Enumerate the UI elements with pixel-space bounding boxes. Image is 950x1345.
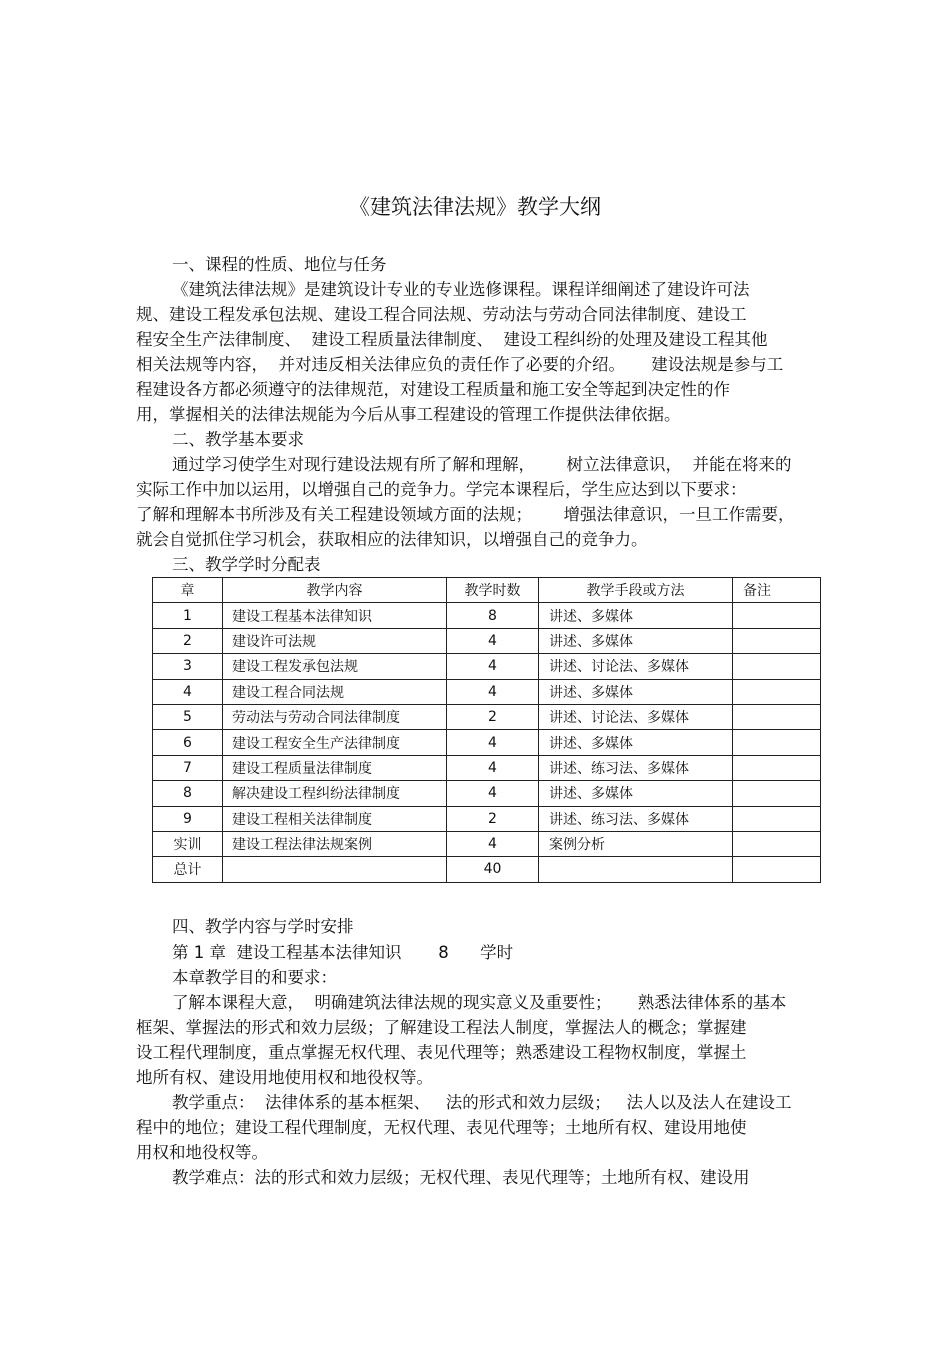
section1-line: 程建设各方都必须遵守的法律规范，对建设工程质量和施工安全等起到决定性的作 bbox=[136, 380, 730, 399]
table-cell bbox=[733, 628, 821, 653]
keypoints-line: 用权和地役权等。 bbox=[136, 1143, 268, 1162]
table-cell: 实训 bbox=[153, 831, 223, 856]
table-cell: 40 bbox=[447, 857, 539, 882]
table-cell: 4 bbox=[447, 730, 539, 755]
objective-line: 设工程代理制度，重点掌握无权代理、表见代理等；熟悉建设工程物权制度，掌握土 bbox=[136, 1043, 747, 1062]
table-row bbox=[153, 730, 821, 755]
section2-line: 通过学习使学生对现行建设法规有所了解和理解， 树立法律意识， 并能在将来的 bbox=[172, 455, 792, 474]
column-header: 备注 bbox=[733, 578, 821, 603]
table-cell: 建设工程基本法律知识 bbox=[223, 603, 447, 628]
table-cell: 建设工程合同法规 bbox=[223, 679, 447, 704]
table-cell: 9 bbox=[153, 806, 223, 831]
table-cell: 讲述、练习法、多媒体 bbox=[539, 755, 733, 780]
table-cell: 建设工程质量法律制度 bbox=[223, 755, 447, 780]
hours-allocation-table bbox=[152, 577, 821, 883]
section1-heading: 一、课程的性质、地位与任务 bbox=[172, 255, 387, 274]
section3-heading: 三、教学学时分配表 bbox=[172, 555, 321, 574]
table-cell: 建设许可法规 bbox=[223, 628, 447, 653]
table-row bbox=[153, 755, 821, 780]
objective-line: 框架、掌握法的形式和效力层级；了解建设工程法人制度，掌握法人的概念；掌握建 bbox=[136, 1018, 747, 1037]
table-cell: 讲述、练习法、多媒体 bbox=[539, 806, 733, 831]
section2-heading: 二、教学基本要求 bbox=[172, 430, 304, 449]
section2-line: 就会自觉抓住学习机会，获取相应的法律知识，以增强自己的竞争力。 bbox=[136, 530, 648, 549]
section1-line: 相关法规等内容， 并对违反相关法律应负的责任作了必要的介绍。 建设法规是参与工 bbox=[136, 355, 784, 374]
table-cell: 1 bbox=[153, 603, 223, 628]
table-cell: 4 bbox=[447, 679, 539, 704]
table-cell: 讲述、讨论法、多媒体 bbox=[539, 654, 733, 679]
objective-line: 地所有权、建设用地使用权和地役权等。 bbox=[136, 1068, 433, 1087]
table-row-total bbox=[153, 857, 821, 882]
section4-heading: 四、教学内容与学时安排 bbox=[172, 917, 354, 936]
table-cell: 讲述、多媒体 bbox=[539, 628, 733, 653]
column-header: 章 bbox=[153, 578, 223, 603]
table-cell: 7 bbox=[153, 755, 223, 780]
table-row bbox=[153, 806, 821, 831]
table-cell bbox=[733, 730, 821, 755]
table-cell: 总计 bbox=[153, 857, 223, 882]
table-cell: 解决建设工程纠纷法律制度 bbox=[223, 781, 447, 806]
section1-line: 规、建设工程发承包法规、建设工程合同法规、劳动法与劳动合同法律制度、建设工 bbox=[136, 305, 747, 324]
table-cell bbox=[733, 806, 821, 831]
table-cell: 6 bbox=[153, 730, 223, 755]
table-cell: 4 bbox=[447, 755, 539, 780]
table-row bbox=[153, 704, 821, 729]
chapter1-heading: 第 1 章 建设工程基本法律知识 8 学时 bbox=[172, 943, 514, 962]
table-cell: 4 bbox=[447, 831, 539, 856]
table-cell: 建设工程法律法规案例 bbox=[223, 831, 447, 856]
table-cell: 建设工程相关法律制度 bbox=[223, 806, 447, 831]
table-cell: 3 bbox=[153, 654, 223, 679]
section1-line: 程安全生产法律制度、 建设工程质量法律制度、 建设工程纠纷的处理及建设工程其他 bbox=[136, 330, 768, 349]
table-cell bbox=[733, 654, 821, 679]
column-header: 教学时数 bbox=[447, 578, 539, 603]
table-cell: 讲述、多媒体 bbox=[539, 730, 733, 755]
table-cell: 2 bbox=[447, 704, 539, 729]
table-cell bbox=[223, 857, 447, 882]
table-cell bbox=[733, 755, 821, 780]
table-cell: 4 bbox=[447, 628, 539, 653]
table-cell bbox=[733, 704, 821, 729]
document-title: 《建筑法律法规》教学大纲 bbox=[349, 195, 601, 219]
table-row bbox=[153, 781, 821, 806]
table-cell: 4 bbox=[153, 679, 223, 704]
table-row bbox=[153, 603, 821, 628]
objective-line: 了解本课程大意， 明确建筑法律法规的现实意义及重要性； 熟悉法律体系的基本 bbox=[172, 993, 787, 1012]
table-row bbox=[153, 654, 821, 679]
table-cell: 8 bbox=[153, 781, 223, 806]
table-row bbox=[153, 831, 821, 856]
column-header: 教学手段或方法 bbox=[539, 578, 733, 603]
table-cell bbox=[733, 603, 821, 628]
table-cell: 案例分析 bbox=[539, 831, 733, 856]
difficulty-line: 教学难点：法的形式和效力层级；无权代理、表见代理等；土地所有权、建设用 bbox=[172, 1168, 750, 1187]
table-cell: 2 bbox=[153, 628, 223, 653]
table-cell: 4 bbox=[447, 654, 539, 679]
objective-heading: 本章教学目的和要求： bbox=[172, 968, 337, 987]
table-cell: 2 bbox=[447, 806, 539, 831]
section2-line: 实际工作中加以运用，以增强自己的竞争力。学完本课程后，学生应达到以下要求： bbox=[136, 480, 747, 499]
table-cell bbox=[733, 781, 821, 806]
table-cell bbox=[539, 857, 733, 882]
table-cell: 讲述、讨论法、多媒体 bbox=[539, 704, 733, 729]
table-cell: 建设工程发承包法规 bbox=[223, 654, 447, 679]
table-row bbox=[153, 628, 821, 653]
table-cell bbox=[733, 679, 821, 704]
table-cell: 讲述、多媒体 bbox=[539, 603, 733, 628]
table-cell: 8 bbox=[447, 603, 539, 628]
table-cell: 讲述、多媒体 bbox=[539, 679, 733, 704]
table-header-row bbox=[153, 578, 821, 603]
table-cell: 4 bbox=[447, 781, 539, 806]
column-header: 教学内容 bbox=[223, 578, 447, 603]
table-cell bbox=[733, 857, 821, 882]
keypoints-line: 程中的地位；建设工程代理制度，无权代理、表见代理等；土地所有权、建设用地使 bbox=[136, 1118, 747, 1137]
table-row bbox=[153, 679, 821, 704]
keypoints-line: 教学重点： 法律体系的基本框架、 法的形式和效力层级； 法人以及法人在建设工 bbox=[172, 1093, 792, 1112]
section2-line: 了解和理解本书所涉及有关工程建设领域方面的法规； 增强法律意识，一旦工作需要， bbox=[136, 505, 795, 524]
table-cell: 劳动法与劳动合同法律制度 bbox=[223, 704, 447, 729]
table-cell: 5 bbox=[153, 704, 223, 729]
table-cell: 讲述、多媒体 bbox=[539, 781, 733, 806]
section1-line: 用，掌握相关的法律法规能为今后从事工程建设的管理工作提供法律依据。 bbox=[136, 405, 681, 424]
section1-line: 《建筑法律法规》是建筑设计专业的专业选修课程。课程详细阐述了建设许可法 bbox=[172, 280, 750, 299]
table-cell bbox=[733, 831, 821, 856]
table-cell: 建设工程安全生产法律制度 bbox=[223, 730, 447, 755]
